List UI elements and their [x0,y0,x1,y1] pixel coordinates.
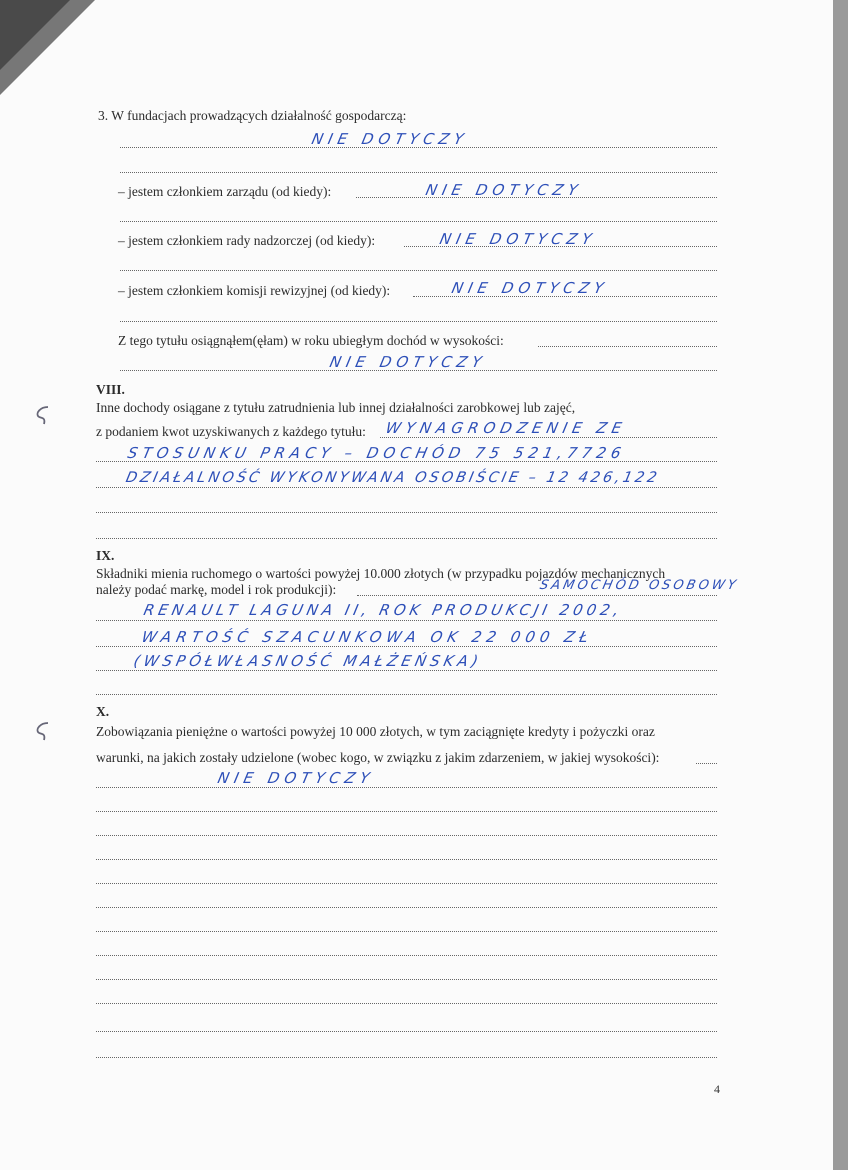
section8-text: Inne dochody osiągane z tytułu zatrudnienia lub innej działalności zarobkowej lub zajęć, [96,400,576,415]
dotted-line [96,979,717,980]
handwritten-answer: NIE DOTYCZY [450,279,611,297]
dotted-line [96,646,717,647]
section8-text: z podaniem kwot uzyskiwanych z każdego tytułu: [96,424,366,439]
dotted-line [120,321,717,322]
dotted-line [96,1057,717,1058]
section9-heading: IX. [96,548,115,563]
section10-text: warunki, na jakich zostały udzielone (wobec kogo, w związku z jakim zdarzeniem, w jakiej wysokości): [96,750,660,765]
dotted-line [120,270,717,271]
supervisory-label: – jestem członkiem rady nadzorczej (od kiedy): [118,233,376,248]
section3-title: 3. W fundacjach prowadzących działalność gospodarczą: [98,108,407,123]
dotted-line [96,811,717,812]
page-number: 4 [714,1082,720,1096]
dotted-line [120,221,717,222]
dotted-line [96,955,717,956]
handwritten-answer: DZIAŁALNOŚĆ WYKONYWANA OSOBIŚCIE – 12 426,122 [124,470,662,486]
dotted-line [96,931,717,932]
punch-hole-mark-icon [34,720,52,742]
dotted-line [96,1003,717,1004]
dotted-line [96,907,717,908]
punch-hole-mark-icon [34,404,52,426]
section8-heading: VIII. [96,382,125,397]
section9-text: Składniki mienia ruchomego o wartości powyżej 10.000 złotych (w przypadku pojazdów mechanicznych [96,566,666,581]
dotted-line [96,512,717,513]
handwritten-answer: WARTOŚĆ SZACUNKOWA OK 22 000 ZŁ [140,628,595,646]
section9-text: należy podać markę, model i rok produkcji): [96,582,337,597]
handwritten-answer: NIE DOTYCZY [424,181,585,199]
dotted-line [96,694,717,695]
handwritten-answer: NIE DOTYCZY [328,353,489,371]
dotted-line [696,763,717,764]
section10-heading: X. [96,704,110,719]
dotted-line [96,859,717,860]
folded-corner-shadow [0,0,70,70]
dotted-line [96,787,717,788]
dotted-line [96,835,717,836]
handwritten-answer: RENAULT LAGUNA II, ROK PRODUKCJI 2002, [142,601,625,619]
section10-text: Zobowiązania pieniężne o wartości powyżej 10 000 złotych, w tym zaciągnięte kredyty i pożyczki oraz [96,724,655,739]
dotted-line [357,595,717,596]
handwritten-answer: (WSPÓŁWŁASNOŚĆ MAŁŻEŃSKA) [132,652,484,670]
audit-label: – jestem członkiem komisji rewizyjnej (od kiedy): [118,283,391,298]
dotted-line [120,172,717,173]
management-label: – jestem członkiem zarządu (od kiedy): [118,184,332,199]
dotted-line [96,1031,717,1032]
dotted-line [96,487,717,488]
handwritten-answer: WYNAGRODZENIE ZE [384,419,629,437]
dotted-line [96,883,717,884]
handwritten-answer: NIE DOTYCZY [216,769,377,787]
dotted-line [380,437,717,438]
handwritten-answer: STOSUNKU PRACY – DOCHÓD 75 521,7726 [126,444,628,462]
dotted-line [96,670,717,671]
dotted-line [96,620,717,621]
handwritten-answer: NIE DOTYCZY [438,230,599,248]
income-label: Z tego tytułu osiągnąłem(ęłam) w roku ubiegłym dochód w wysokości: [118,333,504,348]
handwritten-answer: SAMOCHÓD OSOBOWY [538,578,741,593]
dotted-line [96,538,717,539]
handwritten-answer: NIE DOTYCZY [310,130,471,148]
dotted-line [538,346,717,347]
